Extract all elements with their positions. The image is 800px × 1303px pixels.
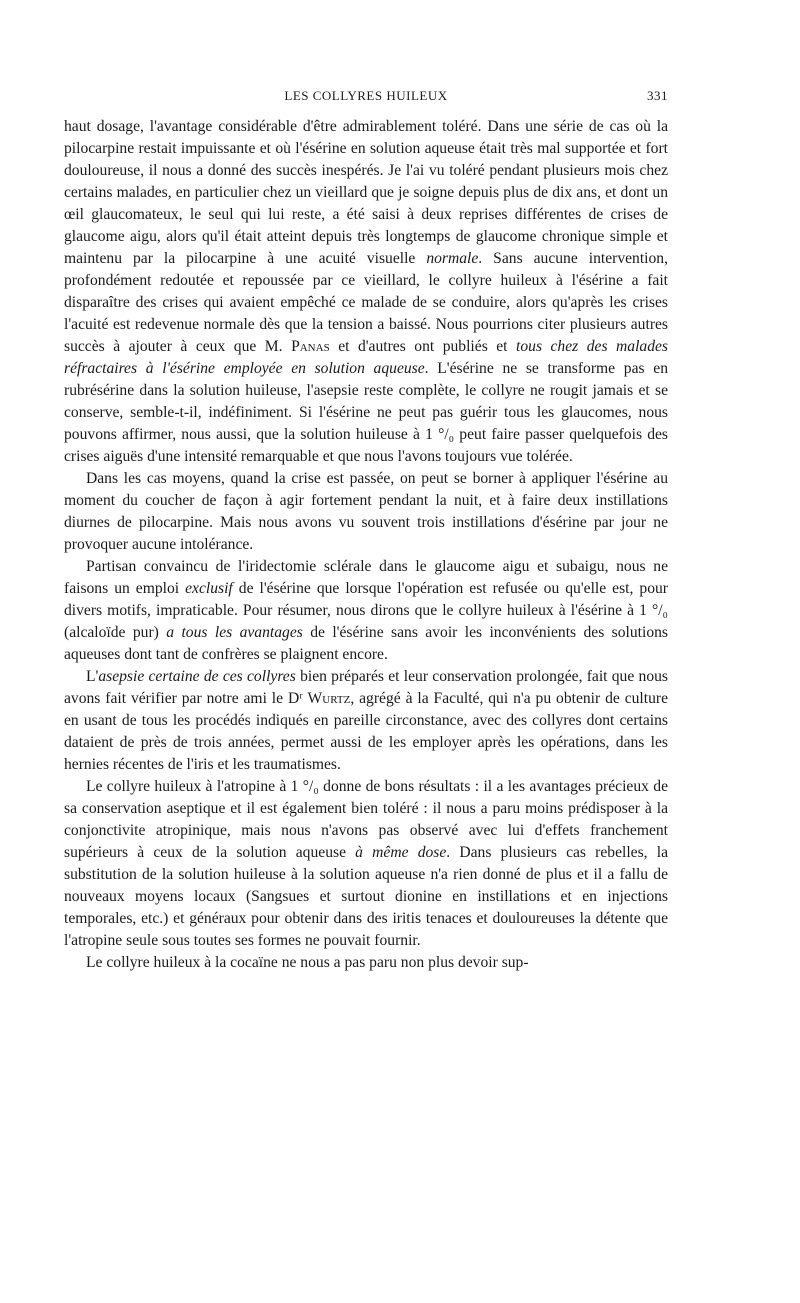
text-run: et d'autres ont publiés et xyxy=(329,338,517,355)
author-name: Panas xyxy=(291,338,330,355)
italic-run: exclusif xyxy=(185,580,233,597)
body-text xyxy=(64,116,668,974)
text-run: haut dosage, l'avantage considérable d'être admirablement toléré. Dans une série de cas où la pilocarpine restait impuissante et où l'ésérine en solution aqueuse était très mal supportée et fort douloureuse, il nous a donné des succès inespérés. Je l'ai vu toléré pendant plusieurs mois chez certains malades, en particulier chez un vieillard que je soigne depuis plus de dix ans, et dont un œil glaucomateux, le seul qui lui reste, a été saisi à deux reprises différentes de crises de glaucome aigu, alors qu'il était atteint depuis très longtemps de glaucome chronique simple et maintenu par la pilocarpine à une acuité visuelle xyxy=(64,118,668,267)
text-run: Partisan convaincu de l'iridectomie sclérale dans le glaucome aigu et subaigu, nous ne faisons un emploi xyxy=(64,558,668,597)
text-run: , agrégé à la Faculté, qui n'a pu obtenir de culture en usant de tous les procédés indiqués en pareille circonstance, avec des collyres dont certains dataient de près de trois années, permet aussi de les employer après les opérations, dans les hernies récentes de l'iris et les traumatismes. xyxy=(64,690,669,773)
text-run: bien préparés et leur conservation prolongée, fait que nous avons fait vérifier par notre ami le Dʳ xyxy=(64,668,668,707)
author-name: Wurtz xyxy=(307,690,351,707)
paragraph-5 xyxy=(64,776,668,952)
italic-run: normale xyxy=(426,250,479,267)
paragraph-1 xyxy=(64,116,668,468)
text-run: L' xyxy=(86,668,99,685)
italic-run: tous chez des malades réfractaires à l'ésérine employée en solution aqueuse xyxy=(64,338,668,377)
book-page xyxy=(64,88,668,974)
text-run: . L'ésérine ne se transforme pas en rubrésérine dans la solution huileuse, l'asepsie reste complète, le collyre ne rougit jamais et se conserve, semble-t-il, indéfiniment. Si l'ésérine ne peut pas guérir tous les glaucomes, nous pouvons affirmer, nous aussi, que la solution huileuse à 1 °/₀ peut faire passer quelquefois des crises aiguës d'une intensité remarquable et que nous l'avons toujours vue tolérée. xyxy=(64,360,668,465)
text-run: de l'ésérine que lorsque l'opération est refusée ou qu'elle est, pour divers motifs, impraticable. Pour résumer, nous dirons que le collyre huileux à l'ésérine à 1 °/₀ (alcaloïde pur) xyxy=(64,580,668,641)
text-run: de l'ésérine sans avoir les inconvénients des solutions aqueuses dont tant de confrères se plaignent encore. xyxy=(64,624,669,663)
text-run: . Dans plusieurs cas rebelles, la substitution de la solution huileuse à la solution aqueuse n'a rien donné de plus et il a fallu de nouveaux moyens locaux (Sangsues et surtout dionine en instillations et en injections temporales, etc.) et généraux pour obtenir dans des iritis tenaces et douloureuses la détente que l'atropine seule sous toutes ses formes ne pouvait fournir. xyxy=(64,844,668,949)
page-number: 331 xyxy=(647,88,668,103)
paragraph-2 xyxy=(64,468,668,556)
page-header xyxy=(64,88,668,110)
text-run: Dans les cas moyens, quand la crise est passée, on peut se borner à appliquer l'ésérine au moment du coucher de façon à agir fortement pendant la nuit, et à faire deux instillations diurnes de pilocarpine. Mais nous avons vu souvent trois instillations d'ésérine par jour ne provoquer aucune intolérance. xyxy=(64,470,668,553)
text-run: . Sans aucune intervention, profondément redoutée et repoussée par ce vieillard, le collyre huileux à l'ésérine a fait disparaître des crises qui avaient empêché ce malade de se conduire, alors qu'après les crises l'acuité est redevenue normale dès que la tension a baissé. Nous pourrions citer plusieurs autres succès à ajouter à ceux que M. xyxy=(64,250,668,355)
italic-run: à même dose xyxy=(355,844,447,861)
italic-run: a tous les avantages xyxy=(166,624,303,641)
text-run: Le collyre huileux à la cocaïne ne nous a pas paru non plus devoir sup- xyxy=(86,954,529,971)
paragraph-3 xyxy=(64,556,668,666)
running-title: LES COLLYRES HUILEUX xyxy=(284,88,448,103)
italic-run: asepsie certaine de ces collyres xyxy=(98,668,296,685)
text-run: Le collyre huileux à l'atropine à 1 °/₀ donne de bons résultats : il a les avantages précieux de sa conservation aseptique et il est également bien toléré : il nous a paru moins prédisposer à la conjonctivite atropinique, mais nous n'avons pas observé avec lui d'effets franchement supérieurs à ceux de la solution aqueuse xyxy=(64,778,668,861)
paragraph-6 xyxy=(64,952,668,974)
paragraph-4 xyxy=(64,666,668,776)
